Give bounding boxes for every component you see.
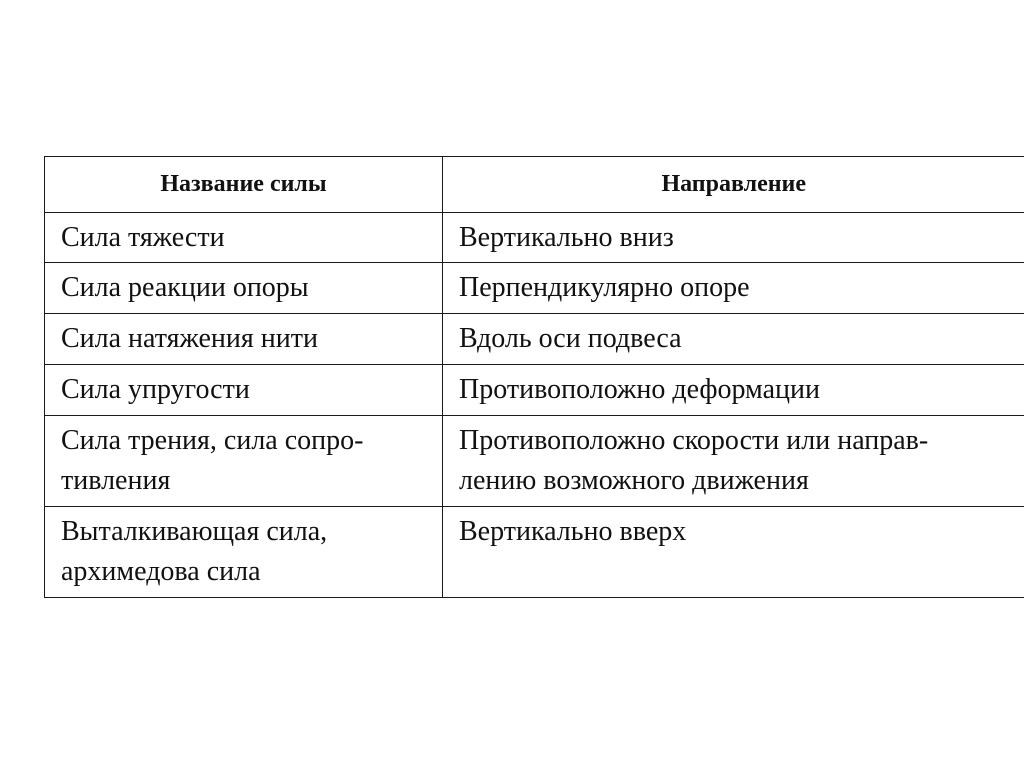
force-direction-cell: Противоположно деформации [443, 365, 1024, 416]
force-direction-cell: Вдоль оси подвеса [443, 314, 1024, 365]
force-direction-cell: Вертикально вниз [443, 213, 1024, 263]
force-name-cell: Сила тяжести [45, 213, 443, 263]
force-name-cell: Сила реакции опоры [45, 263, 443, 314]
force-direction-cell: Вертикально вверх [443, 507, 1024, 598]
force-name-line: Выталкивающая сила, [61, 516, 328, 547]
force-name-cell [45, 507, 443, 598]
table-row [45, 416, 1024, 507]
force-direction-line: лению возможного движения [459, 465, 809, 496]
forces-table [44, 156, 1024, 598]
force-name-line: тивления [61, 465, 171, 496]
force-name-line: Сила трения, сила сопро- [61, 425, 364, 456]
table-row [45, 314, 1024, 365]
force-direction-cell [443, 416, 1024, 507]
force-direction-cell: Перпендикулярно опоре [443, 263, 1024, 314]
table-row [45, 507, 1024, 598]
table-row [45, 263, 1024, 314]
force-name-cell: Сила натяжения нити [45, 314, 443, 365]
force-name-line: архимедова сила [61, 556, 261, 587]
table-row [45, 213, 1024, 263]
table-row [45, 365, 1024, 416]
force-direction-line: Противоположно скорости или направ- [459, 425, 929, 456]
column-header-force-name: Название силы [45, 157, 443, 213]
column-header-direction: Направление [443, 157, 1024, 213]
table-header-row [45, 157, 1024, 213]
force-name-cell: Сила упругости [45, 365, 443, 416]
force-name-cell [45, 416, 443, 507]
